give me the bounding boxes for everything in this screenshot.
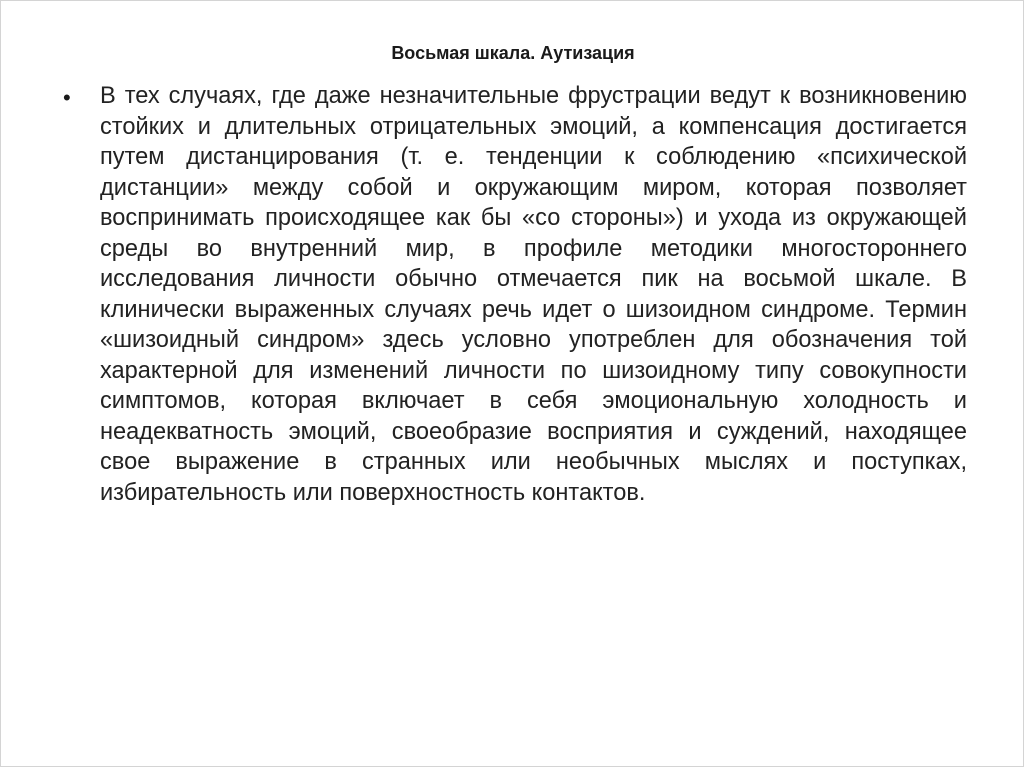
bullet-paragraph: В тех случаях, где даже незначительные фрустрации ведут к возникновению стойких и длительных отрицательных эмоций, а компенсация достигается путем дистанцирования (т. е. тенденции к соблюдению «психической дистанции» между собой и окружающим миром, которая позволяет воспринимать происходящее как бы «со стороны») и ухода из окружающей среды во внутренний мир, в профиле методики многостороннего исследования личности обычно отмечается пик на восьмой шкале. В клинически выраженных случаях речь идет о шизоидном синдроме. Термин «шизоидный синдром» здесь условно употреблен для обозначения той характерной для изменений личности по шизоидному типу совокупности симптомов, которая включает в себя эмоциональную холодность и неадекватность эмоций, своеобразие восприятия и суждений, находящее свое выражение в странных или необычных мыслях и поступках, избирательность или поверхностность контактов. xyxy=(100,83,967,506)
bullet-icon: • xyxy=(63,85,71,110)
slide-title: Восьмая шкала. Аутизация xyxy=(391,43,635,63)
